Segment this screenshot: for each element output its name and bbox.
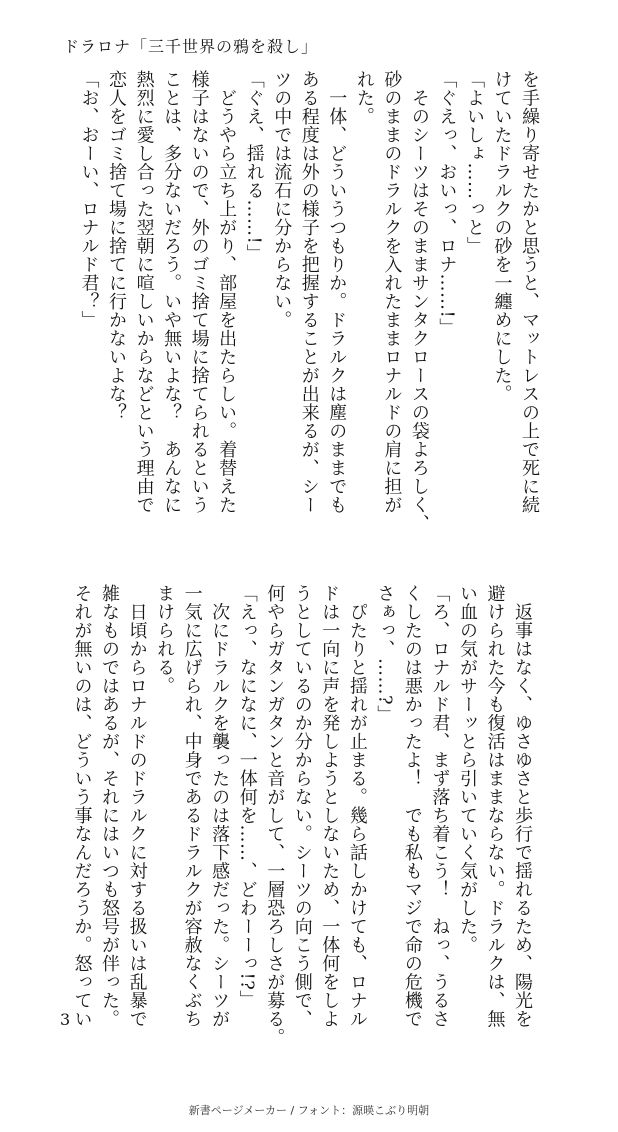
- text-line: 一気に広げられ、中身であるドラルクが容赦なくぶち: [181, 584, 203, 1028]
- text-line: 次にドラルクを襲ったのは落下感だった。シーツが: [209, 584, 231, 1028]
- text-line: 恋人をゴミ捨て場に捨てに行かないよな？: [106, 70, 128, 422]
- text-line: 雑なものではあるが、それにはいつも怒号が伴った。: [99, 584, 121, 1028]
- text-line: 様子はないので、外のゴミ捨て場に捨てられるという: [188, 70, 210, 514]
- text-line: い血の気がサーッとら引いていく気がした。: [456, 584, 478, 954]
- text-line: 何やらガタンガタンと音がして、一層恐ろしさが募る。: [264, 584, 286, 1047]
- text-line: 砂のままのドラルクを入れたままロナルドの肩に担が: [381, 70, 403, 514]
- text-line: 「えっ、なになに、一体何を……、どわーーっ!?」: [236, 584, 258, 1009]
- text-line: 日頃からロナルドのドラルクに対する扱いは乱暴で: [126, 584, 148, 1028]
- text-line: 「ぐえっ、おいっ、ロナ……!」: [436, 70, 458, 337]
- running-title: ドラロナ「三千世界の鴉を殺し」: [63, 37, 319, 56]
- text-line: まけられる。: [154, 584, 176, 695]
- text-line: ツの中では流石に分からない。: [271, 70, 293, 329]
- text-line: 「ぐえ、揺れる……!」: [243, 70, 265, 263]
- text-line: どうやら立ち上がり、部屋を出たらしい。着替えた: [216, 70, 238, 514]
- text-line: くしたのは悪かったよ！ でも私もマジで命の危機で: [401, 584, 423, 1028]
- text-line: うとしているのか分からない。シーツの向こう側で、: [291, 584, 313, 1028]
- text-line: 「ろ、ロナルド君、まず落ち着こう！ ねっ、うるさ: [429, 584, 451, 1028]
- text-line: 「お、おーい、ロナルド君？」: [78, 70, 100, 329]
- page-number: 3: [60, 1010, 71, 1029]
- text-line: 避けられた今も復活はままならない。ドラルクは、無: [484, 584, 506, 1028]
- text-line: さぁっ、……?」: [374, 584, 396, 724]
- text-line: れた。: [353, 70, 375, 126]
- text-line: を手繰り寄せたかと思うと、マットレスの上で死に続: [519, 70, 540, 514]
- text-line: けていたドラルクの砂を一纏めにした。: [491, 70, 513, 403]
- text-line: ある程度は外の様子を把握することが出来るが、シー: [298, 70, 320, 514]
- text-line: そのシーツはそのままサンタクロースの袋よろしく、: [408, 70, 430, 533]
- footer-credit: 新書ページメーカー / フォント：源暎こぶり明朝: [188, 1104, 430, 1117]
- text-block-bottom: [56, 584, 536, 1047]
- text-block-top: [63, 70, 543, 540]
- text-line: ことは、多分ないだろう。いや無いよな？ あんなに: [161, 70, 183, 514]
- text-line: 一体、どういうつもりか。ドラルクは塵のままでも: [326, 70, 348, 514]
- text-line: 熱烈に愛し合った翌朝に喧しいからなどという理由で: [133, 70, 155, 514]
- text-line: ぴたりと揺れが止まる。幾ら話しかけても、ロナル: [346, 584, 368, 1028]
- text-line: 返事はなく、ゆさゆさと歩行で揺れるため、陽光を: [512, 584, 533, 1028]
- text-line: ドは一向に声を発しようとしないため、一体何をしよ: [319, 584, 341, 1028]
- text-line: 「よいしょ……っと」: [463, 70, 485, 255]
- text-line: それが無いのは、どういう事なんだろうか。怒ってい: [71, 584, 93, 1028]
